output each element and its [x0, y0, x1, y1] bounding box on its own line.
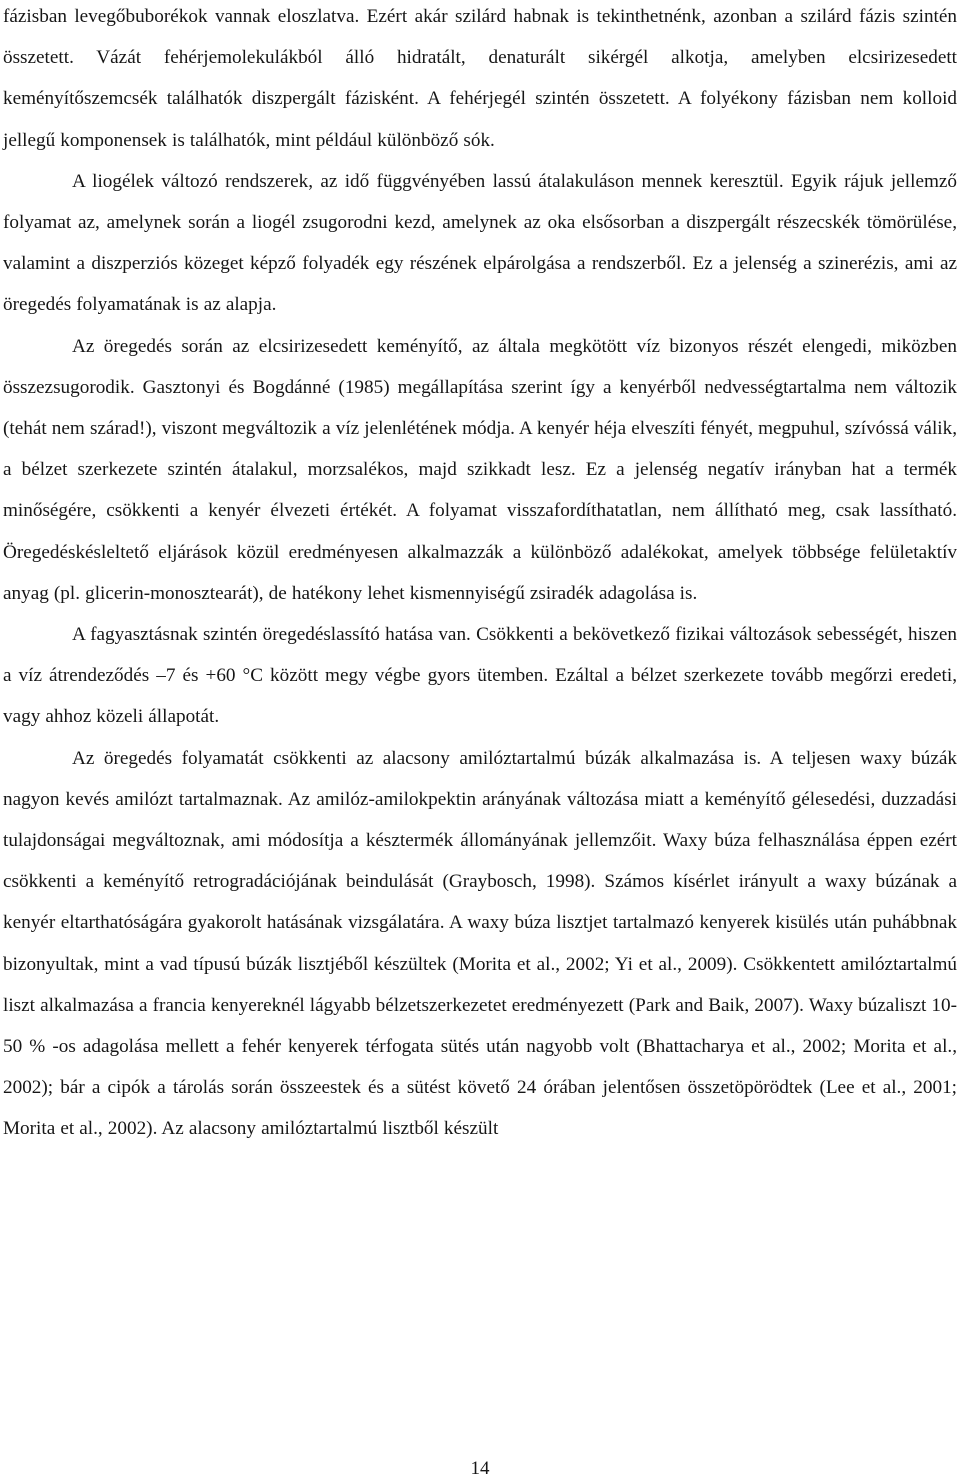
- paragraph-5: Az öregedés folyamatát csökkenti az alacsony amilóztartalmú búzák alkalmazása is. A teljesen waxy búzák nagyon kevés amilózt tartalmaznak. Az amilóz-amilokpektin arányának változása miatt a keményítő gélesedési, duzzadási tulajdonságai megváltoznak, ami módosítja a késztermék állományának jellemzőit. Waxy búza felhasználása éppen ezért csökkenti a keményítő retrogradációjának beindulását (Graybosch, 1998). Számos kísérlet irányult a waxy búzának a kenyér eltarthatóságára gyakorolt hatásának vizsgálatára. A waxy búza lisztjet tartalmazó kenyerek kisülés után puhábbnak bizonyultak, mint a vad típusú búzák lisztjéből készültek (Morita et al., 2002; Yi et al., 2009). Csökkentett amilóztartalmú liszt alkalmazása a francia kenyereknél lágyabb bélzetszerkezetet eredményezett (Park and Baik, 2007). Waxy búzaliszt 10-50 % -os adagolása mellett a fehér kenyerek térfogata sütés után nagyobb volt (Bhattacharya et al., 2002; Morita et al., 2002); bár a cipók a tárolás során összeestek és a sütést követő 24 órában jelentősen összetöpörödtek (Lee et al., 2001; Morita et al., 2002). Az alacsony amilóztartalmú lisztből készült: [3, 747, 957, 1140]
- document-body: [3, 0, 957, 1150]
- paragraph-2: A liogélek változó rendszerek, az idő függvényében lassú átalakuláson mennek keresztül. Egyik rájuk jellemző folyamat az, amelynek során a liogél zsugorodni kezd, amelynek az oka elsősorban a diszpergált részecskék tömörülése, valamint a diszperziós közeget képző folyadék egy részének elpárolgása a rendszerből. Ez a jelenség a szinerézis, ami az öregedés folyamatának is az alapja.: [3, 170, 957, 316]
- paragraph-4: A fagyasztásnak szintén öregedéslassító hatása van. Csökkenti a bekövetkező fizikai változások sebességét, hiszen a víz átrendeződés –7 és +60 °C között megy végbe gyors ütemben. Ezáltal a bélzet szerkezete tovább megőrzi eredeti, vagy ahhoz közeli állapotát.: [3, 624, 957, 728]
- page-number: 14: [470, 1458, 490, 1479]
- paragraph-3: Az öregedés során az elcsirizesedett keményítő, az általa megkötött víz bizonyos részét elengedi, miközben összezsugorodik. Gasztonyi és Bogdánné (1985) megállapítása szerint így a kenyérből nedvességtartalma nem változik (tehát nem szárad!), viszont megváltozik a víz jelenlétének módja. A kenyér héja elveszíti fényét, megpuhul, szívóssá válik, a bélzet szerkezete szintén átalakul, morzsalékos, majd szikkadt lesz. Ez a jelenség negatív irányban hat a termék minőségére, csökkenti a kenyér élvezeti értékét. A folyamat visszafordíthatatlan, nem állítható meg, csak lassítható. Öregedéskésleltető eljárások közül eredményesen alkalmazzák a különböző adalékokat, amelyek többsége felületaktív anyag (pl. glicerin-monosztearát), de hatékony lehet kismennyiségű zsiradék adagolása is.: [3, 335, 957, 604]
- paragraph-1: fázisban levegőbuborékok vannak eloszlatva. Ezért akár szilárd habnak is tekinthetnénk, azonban a szilárd fázis szintén összetett. Vázát fehérjemolekulákból álló hidratált, denaturált sikérgél alkotja, amelyben elcsirizesedett keményítőszemcsék találhatók diszpergált fázisként. A fehérjegél szintén összetett. A folyékony fázisban nem kolloid jellegű komponensek is találhatók, mint például különböző sók.: [3, 6, 957, 151]
